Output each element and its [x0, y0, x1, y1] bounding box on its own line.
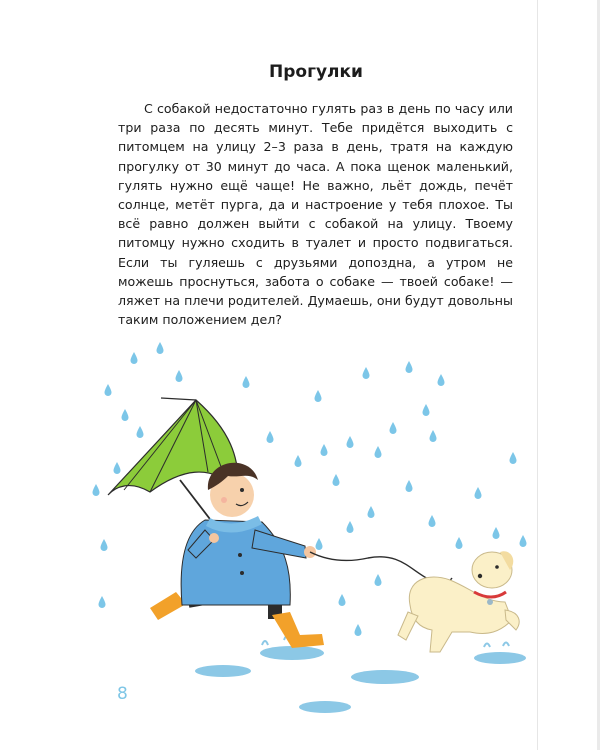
rainy-walk-illustration: [0, 340, 600, 740]
puddles: [195, 636, 526, 713]
dog-character: [398, 551, 519, 652]
page-number: 8: [117, 684, 128, 704]
page-title: Прогулки: [269, 62, 363, 82]
boy-character: [150, 463, 324, 648]
body-paragraph: С собакой недостаточно гулять раз в день по часу или три раза по десять минут. Тебе придётся выходить с питомцем на улицу 2–3 раза в день, тратя на каждую прогулку от 30 минут до часа. А пока щенок маленький, гулять нужно ещё чаще! Не важно, льёт дождь, печёт солнце, метёт пурга, да и настроение у тебя плохое. Ты всё равно должен выйти с собакой на улицу. Твоему питомцу нужно сходить в туалет и просто подвигаться. Если ты гуляешь с друзьями допоздна, а утром не можешь проснуться, забота о собаке — твоей собаке! — ляжет на плечи родителей. Думаешь, они будут довольны таким положением дел?: [118, 101, 513, 328]
